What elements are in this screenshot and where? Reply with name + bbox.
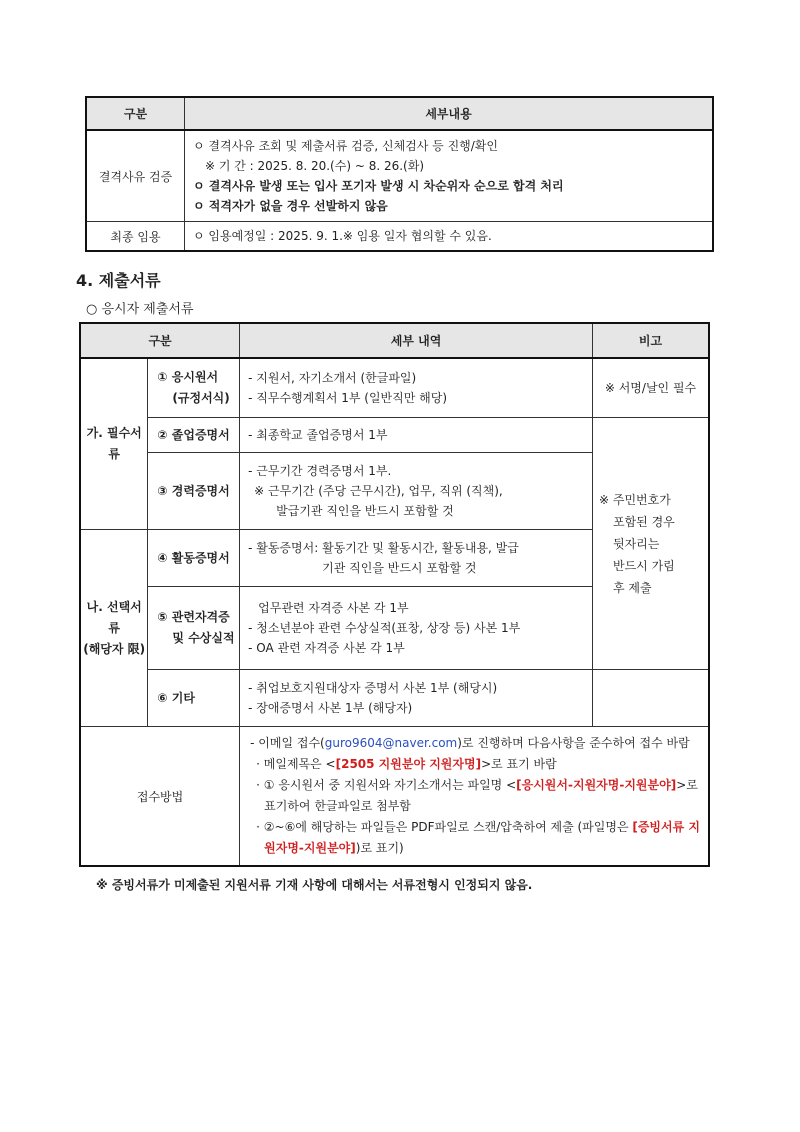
doc-certificates-awards xyxy=(148,587,240,670)
doc-details xyxy=(240,670,593,727)
detail-line: ※ 근무기간 (주당 근무시간), 업무, 직위 (직책), xyxy=(254,484,503,498)
detail-line: - 장애증명서 사본 1부 (해당자) xyxy=(248,701,413,715)
receipt-text: )로 표기) xyxy=(355,841,404,855)
doc-name: ② 졸업증명서 xyxy=(157,427,230,442)
note-line: 후 제출 xyxy=(612,580,652,595)
detail-line: - 취업보호지원대상자 증명서 사본 1부 (해당시) xyxy=(248,681,498,695)
category-required: 가. 필수서류 xyxy=(80,358,148,530)
doc-name: ④ 활동증명서 xyxy=(157,550,230,565)
pdf-filename-format: [증빙서류 지 xyxy=(632,820,700,834)
receipt-line-email xyxy=(250,733,700,754)
receipt-text: >로 xyxy=(676,778,698,792)
detail-line: ㅇ 결격사유 발생 또는 입사 포기자 발생 시 차순위자 순으로 합격 처리 xyxy=(193,178,564,193)
note-line: 포함된 경우 xyxy=(612,514,675,529)
row-label-final-appointment: 최종 임용 xyxy=(86,222,185,252)
row-details-final-appointment xyxy=(185,222,714,252)
doc-name: ⑤ 관련자격증 xyxy=(157,610,230,624)
doc-name: ⑥ 기타 xyxy=(157,690,195,705)
category-label-sub: (해당자 限) xyxy=(83,641,146,656)
receipt-method-details xyxy=(240,727,709,867)
receipt-text: · ① 응시원서 중 지원서와 자기소개서는 파일명 < xyxy=(256,778,517,792)
header-details: 세부 내역 xyxy=(240,323,593,358)
doc-graduation-certificate xyxy=(148,418,240,453)
header-remarks: 비고 xyxy=(592,323,709,358)
detail-line: 발급기관 직인을 반드시 포함할 것 xyxy=(276,504,454,518)
detail-line: ㅇ 적격자가 없을 경우 선발하지 않음 xyxy=(193,198,388,213)
detail-line: - 지원서, 자기소개서 (한글파일) xyxy=(248,371,417,385)
receipt-line-filename xyxy=(250,775,700,796)
doc-details xyxy=(240,418,593,453)
table-row xyxy=(80,727,709,867)
header-details: 세부내용 xyxy=(185,97,714,130)
note-line: 반드시 가림 xyxy=(612,558,675,573)
detail-line: 기관 직인을 반드시 포함할 것 xyxy=(322,561,477,575)
note-line: 뒷자리는 xyxy=(612,536,660,551)
note-signature: ※ 서명/날인 필수 xyxy=(592,358,709,418)
header-category: 구분 xyxy=(80,323,240,358)
pdf-filename-format: 원자명-지원분야] xyxy=(264,841,356,855)
table-row xyxy=(80,358,709,418)
detail-line: - 최종학교 졸업증명서 1부 xyxy=(248,428,388,442)
period-line: ※ 기 간 : 2025. 8. 20.(수) ~ 8. 26.(화) xyxy=(205,158,424,173)
category-label: 나. 선택서류 xyxy=(86,599,142,635)
table-row xyxy=(80,418,709,453)
doc-activity-certificate xyxy=(148,530,240,587)
doc-details xyxy=(240,453,593,530)
documents-header-row xyxy=(80,323,709,358)
table-row xyxy=(86,130,713,222)
receipt-line-pdf xyxy=(250,817,700,838)
note-line: ※ 주민번호가 xyxy=(598,492,671,507)
doc-name: ① 응시원서 xyxy=(157,370,219,384)
doc-other xyxy=(148,670,240,727)
screening-header-row xyxy=(86,97,713,130)
doc-details xyxy=(240,587,593,670)
receipt-text: >로 표기 바람 xyxy=(481,757,557,771)
doc-name-sub: (규정서식) xyxy=(172,391,230,405)
documents-table xyxy=(79,322,710,867)
email-link[interactable]: guro9604@naver.com xyxy=(324,736,458,750)
receipt-line-subject xyxy=(250,754,700,775)
section-title: 4. 제출서류 xyxy=(76,271,161,290)
section-subtitle: ○ 응시자 제출서류 xyxy=(86,302,194,317)
receipt-line-attach: 표기하여 한글파일로 첨부함 xyxy=(264,799,411,813)
doc-details xyxy=(240,358,593,418)
detail-line: - OA 관련 자격증 사본 각 1부 xyxy=(248,641,405,655)
detail-line: ㅇ 임용예정일 : 2025. 9. 1.※ 임용 일자 협의할 수 있음. xyxy=(193,228,492,243)
subject-format: [2505 지원분야 지원자명] xyxy=(335,757,482,771)
doc-details xyxy=(240,530,593,587)
doc-application-form xyxy=(148,358,240,418)
receipt-method-label: 접수방법 xyxy=(80,727,240,867)
table-row xyxy=(80,670,709,727)
receipt-text: · ②~⑥에 해당하는 파일들은 PDF파일로 스캔/압축하여 제출 (파일명은 xyxy=(256,820,633,834)
doc-career-certificate xyxy=(148,453,240,530)
receipt-text: - 이메일 접수( xyxy=(250,736,325,750)
row-label-disqualification: 결격사유 검증 xyxy=(86,130,185,222)
category-optional xyxy=(80,530,148,727)
filename-format: [응시원서-지원자명-지원분야] xyxy=(516,778,677,792)
detail-line: - 청소년분야 관련 수상실적(표창, 상장 등) 사본 1부 xyxy=(248,621,521,635)
screening-table xyxy=(85,96,714,252)
footnote: ※ 증빙서류가 미제출된 지원서류 기재 사항에 대해서는 서류전형시 인정되지 않음. xyxy=(96,878,533,892)
doc-name: ③ 경력증명서 xyxy=(157,483,230,498)
header-category: 구분 xyxy=(86,97,185,130)
detail-line: - 근무기간 경력증명서 1부. xyxy=(248,464,392,478)
receipt-line-pdf-cont xyxy=(250,838,700,859)
note-resident-number xyxy=(592,418,709,670)
detail-line: - 직무수행계획서 1부 (일반직만 해당) xyxy=(248,391,448,405)
detail-line: ㅇ 결격사유 조회 및 제출서류 검증, 신체검사 등 진행/확인 xyxy=(193,138,498,153)
receipt-text: )로 진행하며 다음사항을 준수하여 접수 바람 xyxy=(457,736,690,750)
detail-line: 업무관련 자격증 사본 각 1부 xyxy=(258,601,409,615)
row-details-disqualification xyxy=(185,130,714,222)
table-row xyxy=(86,222,713,252)
receipt-text: · 메일제목은 < xyxy=(256,757,336,771)
detail-line: - 활동증명서: 활동기간 및 활동시간, 활동내용, 발급 xyxy=(248,541,519,555)
doc-name-sub: 및 수상실적 xyxy=(172,631,235,645)
